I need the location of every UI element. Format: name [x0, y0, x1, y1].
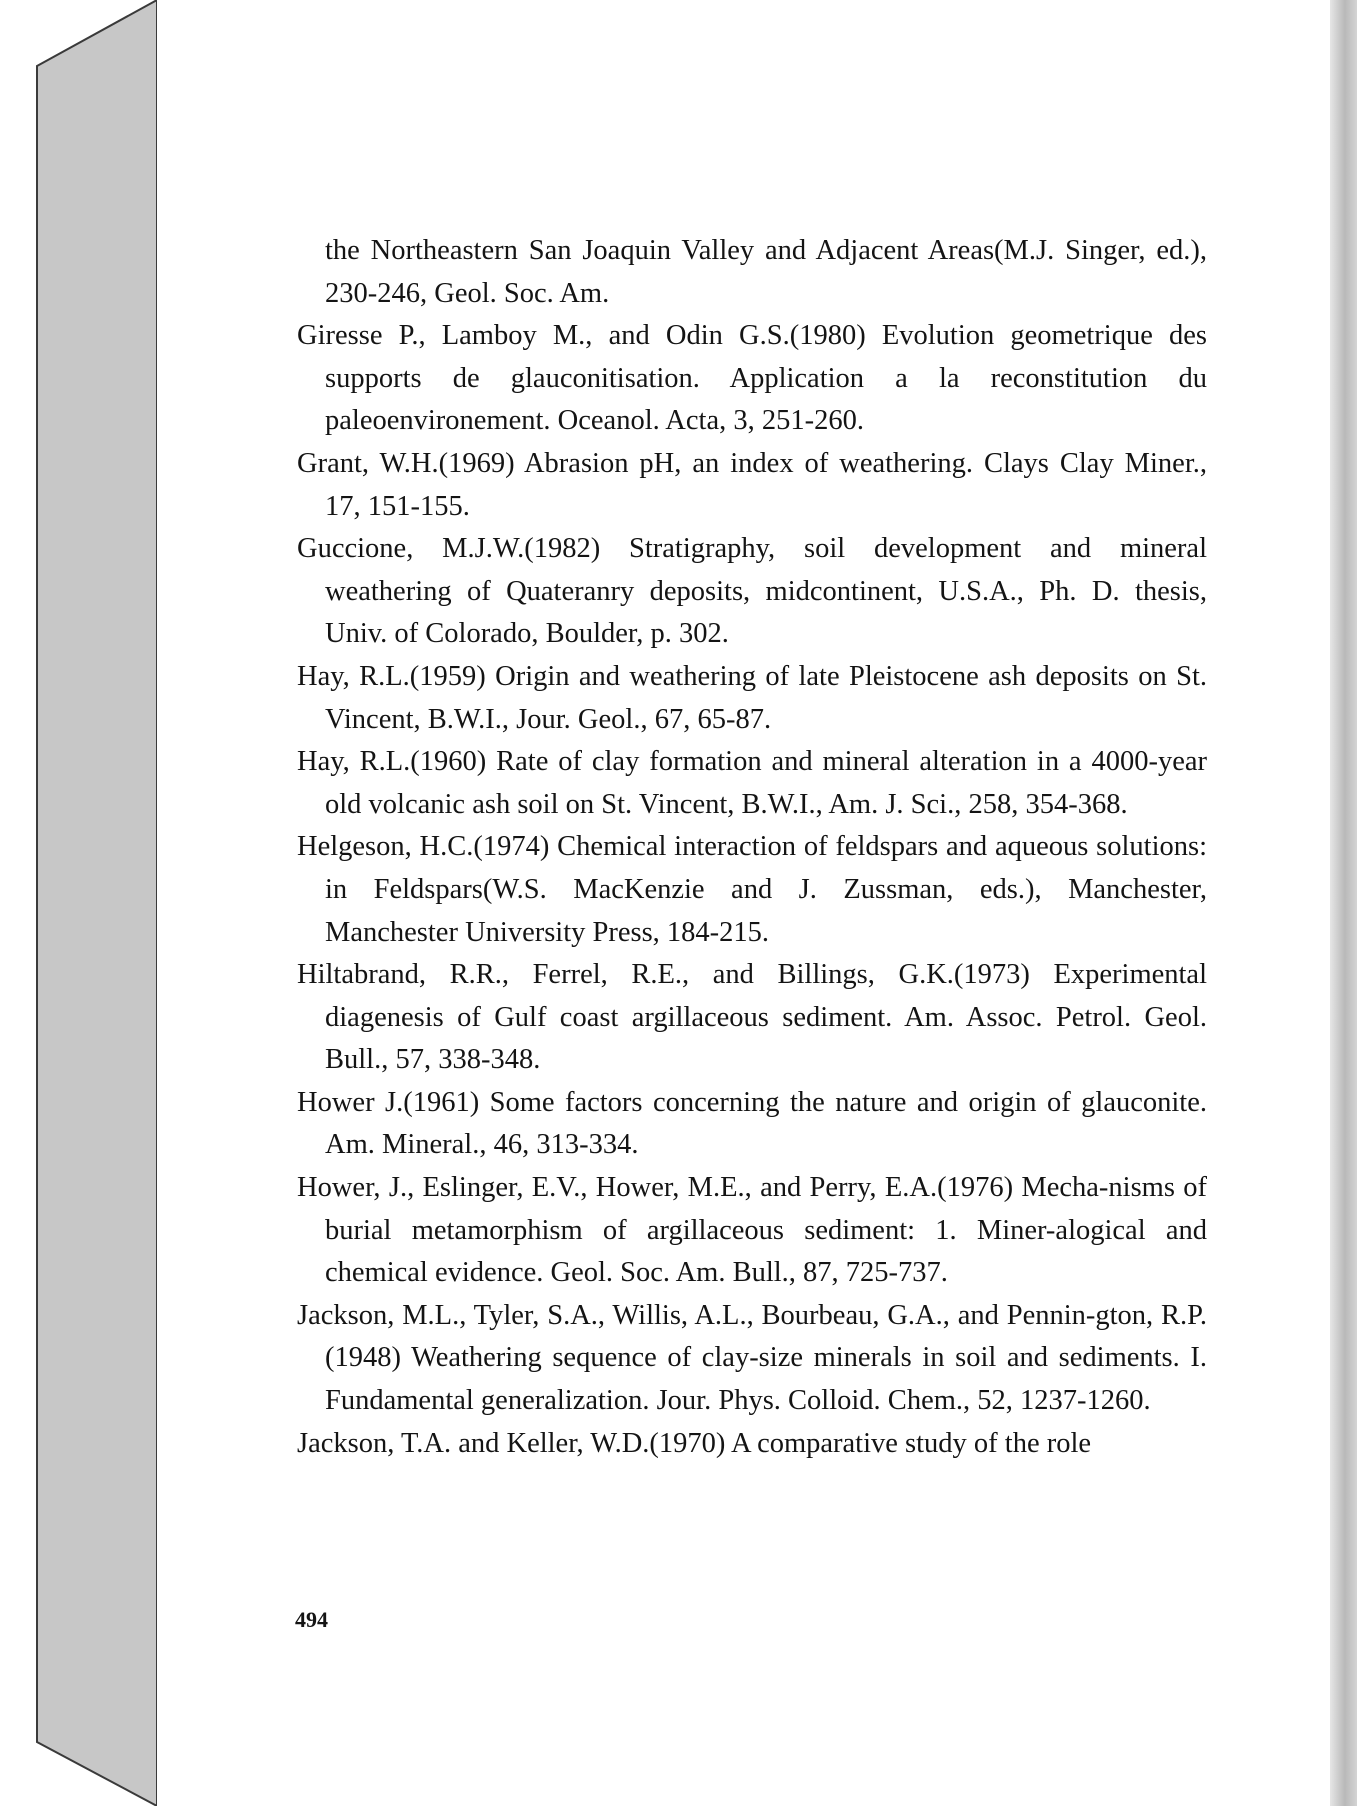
reference-entry: Giresse P., Lamboy M., and Odin G.S.(1980) Evolution geometrique des supports de glauconitisation. Application a la reconstitution du paleoenvironement. Oceanol. Acta, 3, 251-260. — [297, 320, 1207, 437]
reference-entry: Jackson, M.L., Tyler, S.A., Willis, A.L., Bourbeau, G.A., and Pennin-gton, R.P.(1948) Weathering sequence of clay-size minerals in soil and sediments. I. Fundamental generalization. Jour. Phys. Colloid. Chem., 52, 1237-1260. — [297, 1299, 1207, 1417]
page-edge-shadow — [1330, 0, 1357, 1806]
reference-entry: Jackson, T.A. and Keller, W.D.(1970) A comparative study of the role — [297, 1427, 1092, 1459]
reference-entry: Helgeson, H.C.(1974) Chemical interaction of feldspars and aqueous solutions: in Feldspars(W.S. MacKenzie and J. Zussman, eds.), Manchester, Manchester University Press, 184-215. — [297, 831, 1207, 948]
reference-entry: Guccione, M.J.W.(1982) Stratigraphy, soil development and mineral weathering of Quateranry deposits, midcontinent, U.S.A., Ph. D. thesis, Univ. of Colorado, Boulder, p. 302. — [297, 533, 1207, 650]
reference-entry: Hower J.(1961) Some factors concerning the nature and origin of glauconite. Am. Mineral., 46, 313-334. — [297, 1086, 1207, 1161]
reference-entry: Hay, R.L.(1960) Rate of clay formation and mineral alteration in a 4000-year old volcanic ash soil on St. Vincent, B.W.I., Am. J. Sci., 258, 354-368. — [297, 746, 1207, 820]
reference-entry: Hiltabrand, R.R., Ferrel, R.E., and Billings, G.K.(1973) Experimental diagenesis of Gulf coast argillaceous sediment. Am. Assoc. Petrol. Geol. Bull., 57, 338-348. — [297, 959, 1207, 1076]
reference-entry: Grant, W.H.(1969) Abrasion pH, an index of weathering. Clays Clay Miner., 17, 151-155. — [297, 447, 1207, 522]
reference-entry: Hay, R.L.(1959) Origin and weathering of late Pleistocene ash deposits on St. Vincent, B.W.I., Jour. Geol., 67, 65-87. — [297, 660, 1207, 735]
page-number: 494 — [295, 1607, 328, 1632]
reference-entry: the Northeastern San Joaquin Valley and Adjacent Areas(M.J. Singer, ed.), 230-246, Geol. Soc. Am. — [325, 235, 1207, 309]
reference-entry: Hower, J., Eslinger, E.V., Hower, M.E., and Perry, E.A.(1976) Mecha-nisms of burial metamorphism of argillaceous sediment: 1. Miner-alogical and chemical evidence. Geol. Soc. Am. Bull., 87, 725-737. — [297, 1172, 1207, 1289]
reference-list — [297, 230, 1207, 1465]
